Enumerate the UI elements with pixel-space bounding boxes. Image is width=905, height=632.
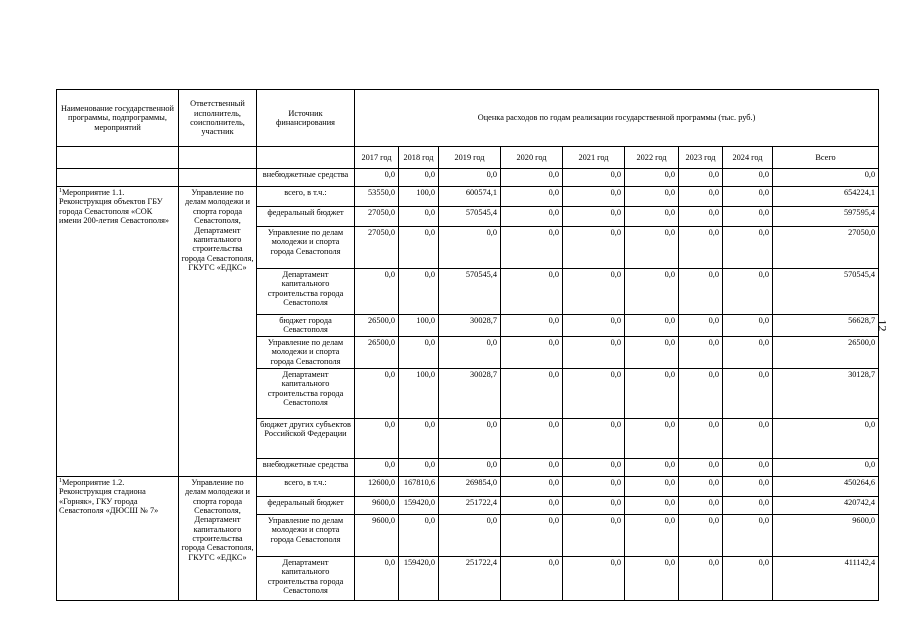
value-cell: 0,0 — [439, 514, 501, 556]
value-cell: 0,0 — [355, 458, 399, 476]
value-cell: 0,0 — [625, 269, 679, 315]
value-cell: 100,0 — [399, 315, 439, 337]
source-cell: федеральный бюджет — [257, 496, 355, 514]
value-cell: 0,0 — [679, 476, 723, 496]
value-cell: 0,0 — [501, 556, 563, 600]
value-cell: 27050,0 — [773, 227, 879, 269]
value-cell: 0,0 — [563, 458, 625, 476]
header-name: Наименование государственной программы, подпрограммы, мероприятий — [57, 90, 179, 147]
source-cell: всего, в т.ч.: — [257, 476, 355, 496]
value-cell: 570545,4 — [773, 269, 879, 315]
value-cell: 0,0 — [563, 315, 625, 337]
value-cell: 0,0 — [501, 458, 563, 476]
measure-name-cell — [57, 476, 179, 600]
value-cell: 0,0 — [355, 556, 399, 600]
value-cell: 0,0 — [679, 227, 723, 269]
value-cell: 0,0 — [679, 496, 723, 514]
header-executor: Ответственный исполнитель, соисполнитель, участник — [179, 90, 257, 147]
source-cell: внебюджетные средства — [257, 169, 355, 187]
value-cell: 0,0 — [723, 336, 773, 368]
value-cell: 0,0 — [625, 476, 679, 496]
empty-cell — [179, 169, 257, 187]
value-cell: 420742,4 — [773, 496, 879, 514]
footnote-mark: 1 — [59, 477, 62, 484]
value-cell: 0,0 — [501, 336, 563, 368]
value-cell: 0,0 — [501, 496, 563, 514]
value-cell: 0,0 — [723, 269, 773, 315]
empty-cell — [179, 147, 257, 169]
value-cell: 0,0 — [439, 227, 501, 269]
value-cell: 9600,0 — [773, 514, 879, 556]
year-header: 2018 год — [399, 147, 439, 169]
value-cell: 0,0 — [679, 169, 723, 187]
header-source: Источник финансирования — [257, 90, 355, 147]
source-cell: Департамент капитального строительства города Севастополя — [257, 556, 355, 600]
value-cell: 0,0 — [679, 336, 723, 368]
value-cell: 411142,4 — [773, 556, 879, 600]
value-cell: 30128,7 — [773, 368, 879, 418]
value-cell: 0,0 — [723, 418, 773, 458]
value-cell: 0,0 — [625, 368, 679, 418]
value-cell: 0,0 — [399, 227, 439, 269]
source-cell: внебюджетные средства — [257, 458, 355, 476]
value-cell: 654224,1 — [773, 187, 879, 207]
value-cell: 0,0 — [723, 207, 773, 227]
year-header: 2017 год — [355, 147, 399, 169]
value-cell: 0,0 — [679, 418, 723, 458]
value-cell: 0,0 — [563, 169, 625, 187]
value-cell: 167810,6 — [399, 476, 439, 496]
value-cell: 0,0 — [501, 187, 563, 207]
value-cell: 0,0 — [679, 514, 723, 556]
year-header: 2022 год — [625, 147, 679, 169]
value-cell: 0,0 — [563, 336, 625, 368]
value-cell: 159420,0 — [399, 556, 439, 600]
value-cell: 269854,0 — [439, 476, 501, 496]
value-cell: 0,0 — [399, 207, 439, 227]
page-number: 12 — [875, 319, 890, 332]
value-cell: 0,0 — [501, 207, 563, 227]
empty-cell — [57, 169, 179, 187]
value-cell: 0,0 — [563, 207, 625, 227]
value-cell: 0,0 — [625, 458, 679, 476]
source-cell: Управление по делам молодежи и спорта города Севастополя — [257, 336, 355, 368]
value-cell: 30028,7 — [439, 368, 501, 418]
value-cell: 0,0 — [679, 368, 723, 418]
value-cell: 0,0 — [625, 169, 679, 187]
value-cell: 0,0 — [439, 418, 501, 458]
value-cell: 0,0 — [625, 315, 679, 337]
year-header: 2019 год — [439, 147, 501, 169]
value-cell: 0,0 — [723, 187, 773, 207]
value-cell: 0,0 — [501, 315, 563, 337]
value-cell: 100,0 — [399, 368, 439, 418]
value-cell: 0,0 — [563, 496, 625, 514]
value-cell: 0,0 — [625, 336, 679, 368]
value-cell: 0,0 — [679, 207, 723, 227]
source-cell: всего, в т.ч.: — [257, 187, 355, 207]
value-cell: 0,0 — [723, 169, 773, 187]
table-row — [57, 476, 879, 496]
value-cell: 0,0 — [563, 368, 625, 418]
value-cell: 0,0 — [625, 227, 679, 269]
source-cell: бюджет города Севастополя — [257, 315, 355, 337]
value-cell: 27050,0 — [355, 227, 399, 269]
value-cell: 0,0 — [399, 169, 439, 187]
value-cell: 0,0 — [563, 476, 625, 496]
budget-table — [56, 89, 879, 601]
value-cell: 0,0 — [773, 169, 879, 187]
value-cell: 0,0 — [625, 418, 679, 458]
value-cell: 600574,1 — [439, 187, 501, 207]
value-cell: 9600,0 — [355, 514, 399, 556]
value-cell: 0,0 — [563, 514, 625, 556]
value-cell: 27050,0 — [355, 207, 399, 227]
value-cell: 0,0 — [723, 315, 773, 337]
footnote-mark: 1 — [59, 188, 62, 194]
source-cell: бюджет других субъектов Российской Федерации — [257, 418, 355, 458]
value-cell: 0,0 — [625, 187, 679, 207]
measure-name: Мероприятие 1.2. Реконструкция стадиона «Горняк», ГКУ города Севастополя «ДЮСШ № 7» — [59, 477, 159, 515]
year-header: Всего — [773, 147, 879, 169]
value-cell: 0,0 — [679, 187, 723, 207]
value-cell: 56628,7 — [773, 315, 879, 337]
value-cell: 0,0 — [679, 458, 723, 476]
source-cell: федеральный бюджет — [257, 207, 355, 227]
value-cell: 0,0 — [399, 269, 439, 315]
measure-executor: Управление по делам молодежи и спорта города Севастополя, Департамент капитального строительства города Севастополя, ГКУГС «ЕДКС» — [179, 187, 257, 477]
year-header: 2020 год — [501, 147, 563, 169]
source-cell: Департамент капитального строительства города Севастополя — [257, 368, 355, 418]
value-cell: 0,0 — [355, 269, 399, 315]
year-header: 2021 год — [563, 147, 625, 169]
value-cell: 0,0 — [399, 336, 439, 368]
value-cell: 0,0 — [501, 169, 563, 187]
value-cell: 53550,0 — [355, 187, 399, 207]
year-row — [57, 147, 879, 169]
source-cell: Управление по делам молодежи и спорта города Севастополя — [257, 227, 355, 269]
value-cell: 0,0 — [625, 514, 679, 556]
source-cell: Департамент капитального строительства города Севастополя — [257, 269, 355, 315]
value-cell: 0,0 — [355, 368, 399, 418]
value-cell: 0,0 — [563, 418, 625, 458]
value-cell: 0,0 — [679, 269, 723, 315]
value-cell: 0,0 — [625, 556, 679, 600]
measure-executor: Управление по делам молодежи и спорта города Севастополя, Департамент капитального строительства города Севастополя, ГКУГС «ЕДКС» — [179, 476, 257, 600]
value-cell: 0,0 — [563, 227, 625, 269]
measure-name-cell — [57, 187, 179, 477]
value-cell: 0,0 — [723, 476, 773, 496]
value-cell: 0,0 — [439, 336, 501, 368]
value-cell: 0,0 — [723, 368, 773, 418]
value-cell: 0,0 — [399, 418, 439, 458]
value-cell: 597595,4 — [773, 207, 879, 227]
table-row — [57, 187, 879, 207]
value-cell: 0,0 — [723, 514, 773, 556]
value-cell: 0,0 — [723, 556, 773, 600]
year-header: 2023 год — [679, 147, 723, 169]
value-cell: 0,0 — [501, 418, 563, 458]
value-cell: 0,0 — [773, 458, 879, 476]
value-cell: 9600,0 — [355, 496, 399, 514]
empty-cell — [57, 147, 179, 169]
value-cell: 26500,0 — [355, 315, 399, 337]
value-cell: 0,0 — [563, 269, 625, 315]
value-cell: 0,0 — [501, 514, 563, 556]
value-cell: 30028,7 — [439, 315, 501, 337]
value-cell: 570545,4 — [439, 269, 501, 315]
value-cell: 0,0 — [355, 418, 399, 458]
value-cell: 0,0 — [723, 496, 773, 514]
value-cell: 251722,4 — [439, 496, 501, 514]
year-header: 2024 год — [723, 147, 773, 169]
value-cell: 0,0 — [723, 458, 773, 476]
value-cell: 0,0 — [501, 227, 563, 269]
value-cell: 0,0 — [679, 556, 723, 600]
source-cell: Управление по делам молодежи и спорта города Севастополя — [257, 514, 355, 556]
table-row — [57, 169, 879, 187]
value-cell: 0,0 — [399, 458, 439, 476]
value-cell: 0,0 — [399, 514, 439, 556]
value-cell: 0,0 — [439, 458, 501, 476]
value-cell: 26500,0 — [773, 336, 879, 368]
value-cell: 0,0 — [501, 368, 563, 418]
header-row — [57, 90, 879, 147]
value-cell: 0,0 — [563, 187, 625, 207]
value-cell: 26500,0 — [355, 336, 399, 368]
empty-cell — [257, 147, 355, 169]
value-cell: 0,0 — [625, 207, 679, 227]
value-cell: 0,0 — [625, 496, 679, 514]
value-cell: 12600,0 — [355, 476, 399, 496]
value-cell: 0,0 — [501, 476, 563, 496]
value-cell: 0,0 — [773, 418, 879, 458]
value-cell: 251722,4 — [439, 556, 501, 600]
value-cell: 0,0 — [679, 315, 723, 337]
value-cell: 570545,4 — [439, 207, 501, 227]
measure-name: Мероприятие 1.1. Реконструкция объектов ГБУ города Севастополя «СОК имени 200-летия Севастополя» — [59, 188, 170, 226]
value-cell: 159420,0 — [399, 496, 439, 514]
value-cell: 0,0 — [439, 169, 501, 187]
value-cell: 0,0 — [563, 556, 625, 600]
header-estimate: Оценка расходов по годам реализации государственной программы (тыс. руб.) — [355, 90, 879, 147]
value-cell: 0,0 — [501, 269, 563, 315]
value-cell: 450264,6 — [773, 476, 879, 496]
value-cell: 0,0 — [355, 169, 399, 187]
value-cell: 100,0 — [399, 187, 439, 207]
value-cell: 0,0 — [723, 227, 773, 269]
